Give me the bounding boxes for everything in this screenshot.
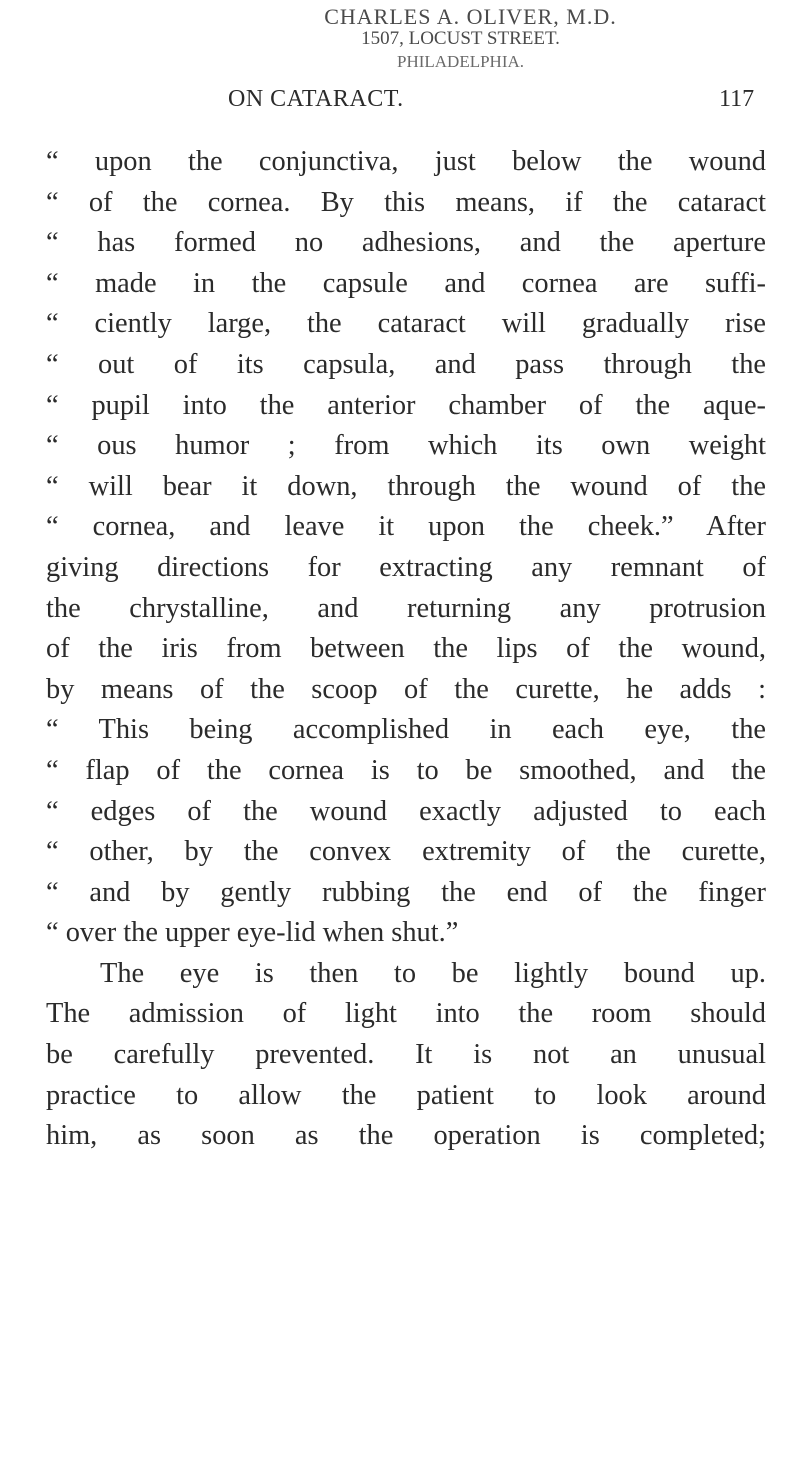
text-line: “ made in the capsule and cornea are suffi- <box>46 267 766 299</box>
text-line: “ ous humor ; from which its own weight <box>46 430 766 462</box>
library-stamp-name: CHARLES A. OLIVER, M.D. <box>324 4 617 29</box>
text-line: “ edges of the wound exactly adjusted to each <box>46 795 766 827</box>
text-line: The eye is then to be lightly bound up. <box>100 957 766 989</box>
text-line: “ cornea, and leave it upon the cheek.” After <box>46 511 766 543</box>
text-line: “ ciently large, the cataract will gradually rise <box>46 308 766 340</box>
text-line: “ This being accomplished in each eye, the <box>46 714 766 746</box>
text-line: giving directions for extracting any remnant of <box>46 551 766 583</box>
library-stamp-street: 1507, LOCUST STREET. <box>361 28 560 49</box>
body-text <box>46 142 766 1157</box>
text-line: “ upon the conjunctiva, just below the wound <box>46 146 766 177</box>
text-line: “ out of its capsula, and pass through the <box>46 348 766 380</box>
page-number: 117 <box>719 86 755 112</box>
text-line: practice to allow the patient to look around <box>46 1079 766 1111</box>
text-line: “ will bear it down, through the wound of the <box>46 470 766 502</box>
text-line: The admission of light into the room should <box>46 998 766 1030</box>
text-line: “ flap of the cornea is to be smoothed, and the <box>46 754 766 786</box>
text-line: of the iris from between the lips of the wound, <box>46 633 766 665</box>
running-head: ON CATARACT. <box>228 86 404 112</box>
text-line: “ has formed no adhesions, and the aperture <box>46 227 766 259</box>
text-line: “ pupil into the anterior chamber of the aque- <box>46 389 766 421</box>
text-line: “ of the cornea. By this means, if the cataract <box>46 186 766 218</box>
text-line: him, as soon as the operation is completed; <box>46 1120 766 1152</box>
text-line: be carefully prevented. It is not an unusual <box>46 1039 766 1071</box>
library-stamp-city: PHILADELPHIA. <box>396 52 525 71</box>
text-line: “ and by gently rubbing the end of the finger <box>46 876 766 908</box>
text-line: the chrystalline, and returning any protrusion <box>46 592 766 624</box>
text-line: by means of the scoop of the curette, he adds : <box>46 673 766 705</box>
text-line: “ over the upper eye-lid when shut.” <box>46 917 459 949</box>
text-line: “ other, by the convex extremity of the curette, <box>46 836 766 868</box>
